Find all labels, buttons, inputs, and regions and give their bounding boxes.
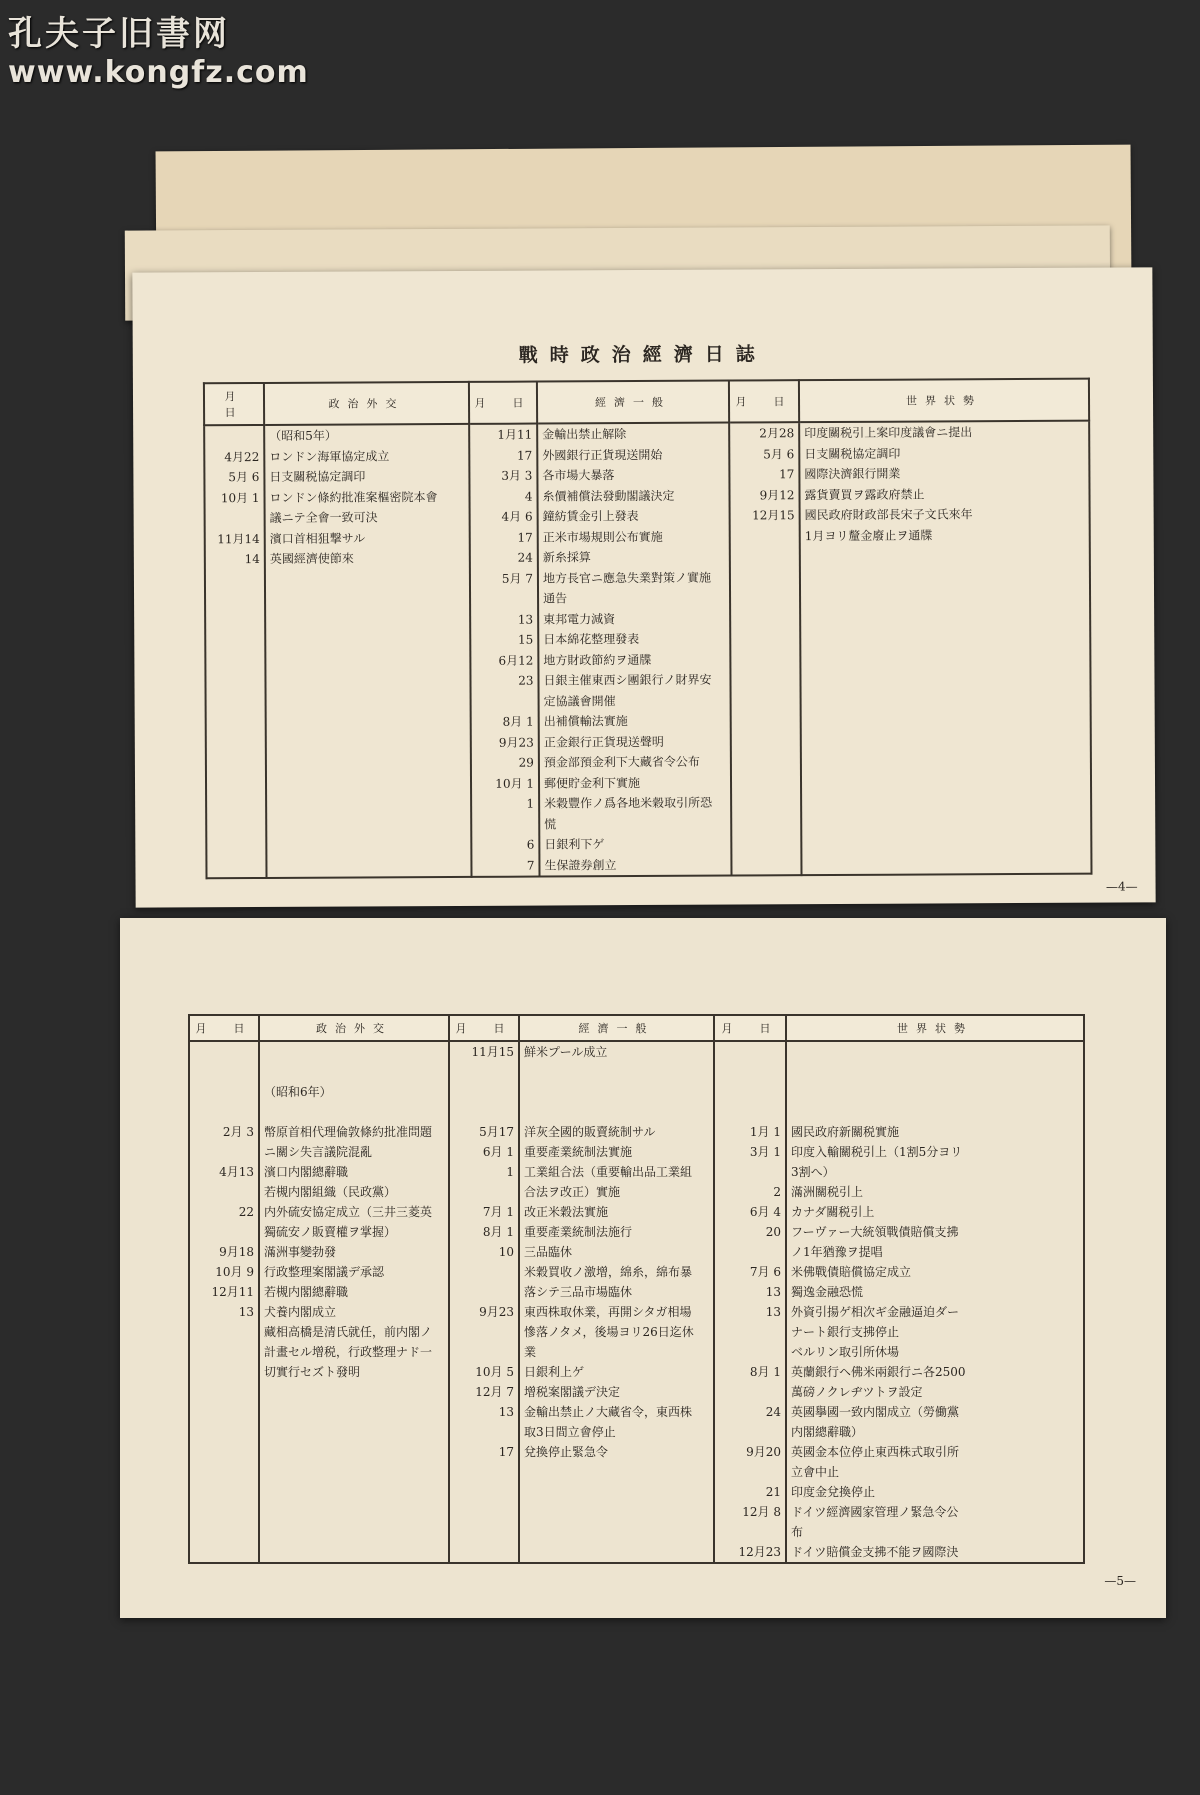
watermark-url: www.kongfz.com bbox=[8, 55, 309, 90]
entry-date: 15 bbox=[517, 632, 534, 647]
entry-text: 滿洲關税引上 bbox=[791, 1185, 864, 1199]
entry-text: 改正米穀法實施 bbox=[524, 1205, 609, 1219]
entry-date bbox=[194, 1342, 254, 1362]
entry-date: 10 bbox=[498, 1245, 514, 1259]
entry-date bbox=[454, 1422, 514, 1442]
entry-date: 8月 1 bbox=[482, 1225, 514, 1239]
entry-text: ドイツ賠償金支拂不能ヲ國際決 bbox=[791, 1545, 959, 1559]
entry-date bbox=[454, 1342, 514, 1362]
entry-text: ロンドン海軍協定成立 bbox=[269, 448, 390, 464]
entry-text: 議ニテ全會一致可決 bbox=[269, 510, 378, 525]
entry-text: 日本綿花整理發表 bbox=[543, 632, 640, 647]
table-header-row bbox=[204, 379, 1089, 426]
entry-text: 生保證券創立 bbox=[544, 857, 617, 873]
entry-text: 三品臨休 bbox=[524, 1245, 573, 1259]
politics-event-column bbox=[264, 424, 471, 878]
entry-date bbox=[194, 1142, 254, 1162]
entry-text bbox=[264, 1102, 444, 1122]
watermark-title: 孔夫子旧書网 bbox=[8, 14, 230, 54]
entry-date: 3月 3 bbox=[501, 468, 533, 483]
entry-text: 重要產業統制法實施 bbox=[524, 1145, 633, 1159]
entry-text: 切實行セズト發明 bbox=[264, 1365, 361, 1379]
entry-date bbox=[454, 1082, 514, 1102]
entry-text bbox=[524, 1062, 709, 1082]
document-title: 戰時政治經濟日誌 bbox=[518, 343, 767, 367]
entry-date: 13 bbox=[498, 1405, 514, 1419]
entry-date: 11月15 bbox=[471, 1045, 514, 1059]
entry-text bbox=[791, 1042, 1079, 1062]
entry-date: 5月 7 bbox=[501, 571, 533, 586]
entry-date bbox=[719, 1462, 781, 1482]
economy-date-column bbox=[469, 424, 539, 877]
entry-text bbox=[524, 1102, 709, 1122]
entry-date: 9月23 bbox=[498, 735, 534, 750]
header-date: 月 日 bbox=[729, 380, 799, 422]
entry-date: 4月13 bbox=[219, 1165, 254, 1179]
entry-text: 英國金本位停止東西株式取引所 bbox=[791, 1445, 960, 1459]
entry-text: 外資引揚ゲ相次ギ金融逼迫ダー bbox=[791, 1305, 960, 1319]
header-politics: 政治外交 bbox=[259, 1015, 449, 1041]
entry-date: 10月 5 bbox=[475, 1365, 514, 1379]
entry-text: 印度關税引上案印度議會ニ提出 bbox=[804, 425, 973, 441]
entry-text: 濱口首相狙撃サル bbox=[269, 530, 366, 546]
world-event-column bbox=[786, 1041, 1084, 1563]
entry-text: 通告 bbox=[543, 591, 568, 606]
entry-date bbox=[719, 1042, 781, 1062]
entry-text: 鐘紡賃金引上發表 bbox=[542, 509, 639, 524]
entry-date: 6 bbox=[526, 837, 535, 852]
entry-text: 兌換停止緊急令 bbox=[524, 1445, 609, 1459]
entry-date: 1 bbox=[506, 1165, 514, 1179]
politics-date-column bbox=[189, 1041, 259, 1563]
entry-date: 4月22 bbox=[224, 449, 260, 464]
entry-date: 12月15 bbox=[752, 508, 795, 523]
entry-date: 22 bbox=[238, 1205, 254, 1219]
entry-date: 10月 1 bbox=[220, 490, 260, 505]
entry-date bbox=[719, 1422, 781, 1442]
entry-text: 滿洲事變勃發 bbox=[264, 1245, 337, 1259]
entry-text: 米穀豐作ノ爲各地米穀取引所恐 bbox=[544, 795, 713, 811]
entry-date: 10月 1 bbox=[495, 776, 535, 791]
entry-date: 7 bbox=[526, 858, 535, 873]
entry-date bbox=[194, 1362, 254, 1382]
entry-text: 日支關税協定調印 bbox=[804, 446, 901, 461]
entry-text: 東西株取休業，再開シタガ相場 bbox=[524, 1305, 692, 1319]
entry-text: カナダ關税引上 bbox=[791, 1205, 875, 1219]
header-date: 月 日 bbox=[449, 1015, 519, 1041]
entry-text bbox=[264, 1062, 444, 1082]
watermark bbox=[8, 6, 309, 90]
entry-text: 計畫セル增税，行政整理ナド一 bbox=[264, 1345, 433, 1359]
header-politics: 政治外交 bbox=[264, 382, 469, 425]
entry-text: 米佛戰債賠償協定成立 bbox=[791, 1265, 912, 1279]
entry-date: 5月 6 bbox=[763, 446, 795, 461]
chronology-table-bottom bbox=[188, 1014, 1085, 1564]
entry-date bbox=[735, 526, 795, 547]
entry-date: 4月 6 bbox=[501, 509, 533, 524]
entry-text: 獨逸金融恐慌 bbox=[791, 1285, 864, 1299]
entry-text bbox=[791, 1062, 1079, 1082]
entry-text: 英國經濟使節來 bbox=[269, 551, 354, 566]
entry-date: 13 bbox=[517, 612, 534, 627]
entry-text: 日銀利下ゲ bbox=[544, 837, 605, 852]
entry-date: 13 bbox=[765, 1305, 781, 1319]
entry-date: 6月12 bbox=[498, 653, 534, 668]
header-world: 世界状勢 bbox=[786, 1015, 1084, 1041]
entry-text: 工業組合法（重要輸出品工業組 bbox=[524, 1165, 693, 1179]
entry-date: 4 bbox=[524, 489, 533, 504]
entry-date bbox=[194, 1062, 254, 1082]
entry-text: 若槻内閣組織（民政黨） bbox=[264, 1185, 397, 1199]
entry-date: 17 bbox=[779, 467, 795, 482]
entry-text: 立會中止 bbox=[791, 1465, 840, 1479]
page-number: —4— bbox=[1105, 879, 1138, 894]
entry-text: 印度金兌換停止 bbox=[791, 1485, 876, 1499]
entry-date: 11月14 bbox=[217, 531, 260, 546]
entry-date: 2月 3 bbox=[222, 1125, 254, 1139]
entry-date bbox=[194, 1182, 254, 1202]
world-date-column bbox=[729, 422, 801, 875]
table-body-row bbox=[204, 421, 1091, 879]
entry-text: 出補償輸法實施 bbox=[543, 714, 628, 729]
economy-event-column bbox=[519, 1041, 714, 1563]
entry-text: 金輸出禁止ノ大藏省令，東西株 bbox=[524, 1405, 693, 1419]
entry-date: 8月 1 bbox=[502, 714, 534, 729]
entry-date bbox=[194, 1322, 254, 1342]
page-5 bbox=[120, 918, 1166, 1618]
entry-text: 落シテ三品市場臨休 bbox=[524, 1285, 633, 1299]
entry-text: 洋灰全國的販賣統制サル bbox=[524, 1125, 656, 1139]
entry-date: 1月 1 bbox=[749, 1125, 781, 1139]
entry-text: 預金部預金利下大藏省令公布 bbox=[543, 754, 700, 770]
entry-date: 20 bbox=[765, 1225, 781, 1239]
entry-text: 地方財政節約ヲ通牒 bbox=[543, 652, 652, 668]
entry-date: 24 bbox=[765, 1405, 781, 1419]
entry-date: 2 bbox=[773, 1185, 781, 1199]
entry-text: 金輸出禁止解除 bbox=[542, 427, 627, 442]
entry-text: 取3日間立會停止 bbox=[524, 1425, 616, 1439]
entry-date bbox=[719, 1102, 781, 1122]
entry-date: 2月28 bbox=[759, 426, 795, 441]
header-economy: 經濟一般 bbox=[537, 381, 729, 424]
entry-date: 13 bbox=[238, 1305, 254, 1319]
entry-date: 10月 9 bbox=[215, 1265, 254, 1279]
entry-date: 21 bbox=[765, 1485, 781, 1499]
entry-text: 新糸採算 bbox=[542, 550, 591, 565]
entry-date: 17 bbox=[517, 530, 533, 545]
entry-date bbox=[719, 1382, 781, 1402]
entry-text bbox=[791, 1082, 1079, 1102]
entry-text: 定協議會開催 bbox=[543, 693, 616, 709]
entry-text: 犬養内閣成立 bbox=[264, 1305, 337, 1319]
entry-date bbox=[476, 691, 534, 712]
entry-text: ロンドン條約批准案樞密院本會 bbox=[269, 489, 438, 505]
entry-text: 日銀主催東西シ團銀行ノ財界安 bbox=[543, 672, 712, 688]
entry-text: 若槻内閣總辭職 bbox=[264, 1285, 349, 1299]
entry-date bbox=[194, 1042, 254, 1062]
entry-text: 獨硫安ノ販賣權ヲ掌握） bbox=[264, 1225, 397, 1239]
chronology-table-top bbox=[203, 378, 1093, 880]
header-date: 月 日 bbox=[714, 1015, 786, 1041]
entry-text: 行政整理案閣議デ承認 bbox=[264, 1265, 385, 1279]
entry-text: 慘落ノタメ，後場ヨリ26日迄休 bbox=[524, 1325, 694, 1339]
entry-text: 國民政府財政部長宋子文氏來年 bbox=[804, 507, 973, 523]
entry-date: 12月23 bbox=[738, 1545, 781, 1559]
entry-date: 12月11 bbox=[211, 1285, 254, 1299]
politics-event-column bbox=[259, 1041, 449, 1563]
entry-text: 慌 bbox=[544, 816, 557, 832]
world-date-column bbox=[714, 1041, 786, 1563]
entry-date: 12月 7 bbox=[475, 1385, 514, 1399]
entry-date: 9月18 bbox=[219, 1245, 254, 1259]
entry-date: 5月 6 bbox=[228, 470, 260, 485]
entry-text: 米穀買收ノ激增，綿糸，綿布暴 bbox=[524, 1265, 693, 1279]
entry-date: 5月17 bbox=[479, 1125, 514, 1139]
economy-date-column bbox=[449, 1041, 519, 1563]
entry-date bbox=[454, 1102, 514, 1122]
entry-text bbox=[524, 1082, 709, 1102]
entry-date bbox=[719, 1082, 781, 1102]
entry-date: 1月11 bbox=[497, 427, 533, 442]
entry-text: 地方長官ニ應急失業對策ノ實施 bbox=[542, 570, 711, 586]
politics-date-column bbox=[204, 425, 266, 878]
entry-text: 布 bbox=[791, 1525, 804, 1539]
entry-text: 正金銀行正貨現送聲明 bbox=[543, 734, 664, 750]
entry-date: 7月 1 bbox=[482, 1205, 514, 1219]
entry-date: 1 bbox=[526, 796, 535, 811]
entry-text: 英蘭銀行ヘ佛米兩銀行ニ各2500 bbox=[791, 1365, 966, 1379]
entry-date bbox=[475, 589, 533, 610]
entry-text: 露貨賣買ヲ露政府禁止 bbox=[804, 487, 925, 502]
entry-date: 24 bbox=[517, 550, 533, 565]
entry-text: 幣原首相代理倫敦條約批准問題 bbox=[264, 1125, 433, 1139]
entry-date bbox=[719, 1342, 781, 1362]
entry-date bbox=[194, 1222, 254, 1242]
entry-text: 國民政府新關税實施 bbox=[791, 1125, 900, 1139]
entry-date bbox=[454, 1062, 514, 1082]
entry-date: 9月23 bbox=[479, 1305, 514, 1319]
entry-date: 17 bbox=[498, 1445, 514, 1459]
entry-text: ノ1年猶豫ヲ提唱 bbox=[791, 1245, 883, 1259]
entry-date bbox=[194, 1102, 254, 1122]
entry-text: 郵便貯金利下實施 bbox=[543, 775, 641, 791]
entry-date: 8月 1 bbox=[749, 1365, 781, 1379]
entry-text: 國際決濟銀行開業 bbox=[804, 466, 901, 482]
header-world: 世界状勢 bbox=[799, 379, 1089, 423]
entry-date: 6月 1 bbox=[482, 1145, 514, 1159]
entry-date: 9月20 bbox=[746, 1445, 781, 1459]
entry-text: 萬磅ノクレヂツトヲ設定 bbox=[791, 1385, 923, 1399]
entry-text: 各市場大暴落 bbox=[542, 468, 615, 483]
entry-text: フーヴァー大統領戰債賠償支拂 bbox=[791, 1225, 959, 1239]
entry-text: 印度入輸關税引上（1割5分ヨリ bbox=[791, 1145, 963, 1159]
entry-date: 7月 6 bbox=[749, 1265, 781, 1279]
entry-date bbox=[454, 1322, 514, 1342]
entry-text: 3割へ） bbox=[791, 1165, 835, 1179]
entry-text: （昭和6年） bbox=[264, 1085, 332, 1099]
entry-date bbox=[719, 1322, 781, 1342]
header-date: 月 日 bbox=[469, 382, 537, 424]
table-header-row bbox=[189, 1015, 1084, 1041]
entry-text: 糸價補償法發動閣議決定 bbox=[542, 488, 675, 504]
entry-date bbox=[454, 1182, 514, 1202]
entry-date bbox=[454, 1282, 514, 1302]
entry-text: 日銀利上ゲ bbox=[524, 1365, 585, 1379]
entry-date bbox=[719, 1062, 781, 1082]
entry-text: 日支關税協定調印 bbox=[269, 469, 366, 484]
entry-text: 藏相高橋是清氏就任，前内閣ノ bbox=[264, 1325, 433, 1339]
entry-text: 合法ヲ改正）實施 bbox=[524, 1185, 621, 1199]
entry-date: 14 bbox=[244, 552, 260, 567]
entry-date bbox=[194, 1082, 254, 1102]
economy-event-column bbox=[537, 423, 731, 877]
header-date: 月 日 bbox=[189, 1015, 259, 1041]
entry-text: 英國擧國一致内閣成立（勞働黨 bbox=[791, 1405, 960, 1419]
entry-text: 重要產業統制法施行 bbox=[524, 1225, 633, 1239]
entry-text: 濱口内閣總辭職 bbox=[264, 1165, 349, 1179]
entry-date bbox=[454, 1262, 514, 1282]
entry-text: 增税案閣議デ決定 bbox=[524, 1385, 621, 1399]
entry-text: 1月ヨリ釐金廢止ヲ通牒 bbox=[804, 527, 933, 543]
entry-date: 3月 1 bbox=[749, 1145, 781, 1159]
entry-date bbox=[719, 1522, 781, 1542]
entry-text: ベルリン取引所休場 bbox=[791, 1345, 900, 1359]
entry-text: 東邦電力減資 bbox=[543, 611, 616, 627]
entry-text bbox=[264, 1042, 444, 1062]
entry-text: 内閣總辭職） bbox=[791, 1425, 864, 1439]
entry-text: ナート銀行支拂停止 bbox=[791, 1325, 900, 1339]
world-event-column bbox=[799, 421, 1091, 876]
entry-date: 12月 8 bbox=[742, 1505, 781, 1519]
page-number: —5— bbox=[1104, 1574, 1136, 1588]
entry-text: ニ關シ失言議院混亂 bbox=[264, 1145, 373, 1159]
entry-text: 鮮米プール成立 bbox=[524, 1045, 608, 1059]
header-date: 月 日 bbox=[204, 383, 264, 425]
entry-text: 内外硫安協定成立（三井三菱英 bbox=[264, 1205, 433, 1219]
entry-text: 正米市場規則公布實施 bbox=[542, 529, 663, 545]
entry-date: 23 bbox=[518, 673, 534, 688]
entry-text: （昭和5年） bbox=[269, 428, 337, 443]
entry-date: 6月 4 bbox=[749, 1205, 781, 1219]
entry-date bbox=[719, 1242, 781, 1262]
entry-date bbox=[209, 426, 259, 447]
entry-date: 17 bbox=[516, 448, 533, 463]
header-economy: 經濟一般 bbox=[519, 1015, 714, 1041]
entry-date bbox=[210, 508, 260, 529]
entry-text bbox=[791, 1102, 1079, 1122]
entry-text: 外國銀行正貨現送開始 bbox=[542, 447, 663, 463]
entry-date bbox=[719, 1162, 781, 1182]
table-body-row bbox=[189, 1041, 1084, 1563]
page-4 bbox=[132, 267, 1155, 907]
entry-date bbox=[476, 814, 534, 835]
entry-text: 業 bbox=[524, 1345, 537, 1359]
entry-date: 29 bbox=[518, 755, 534, 770]
entry-date: 13 bbox=[765, 1285, 781, 1299]
entry-text: ドイツ經濟國家管理ノ緊急令公 bbox=[791, 1505, 959, 1519]
entry-date: 9月12 bbox=[759, 487, 795, 502]
